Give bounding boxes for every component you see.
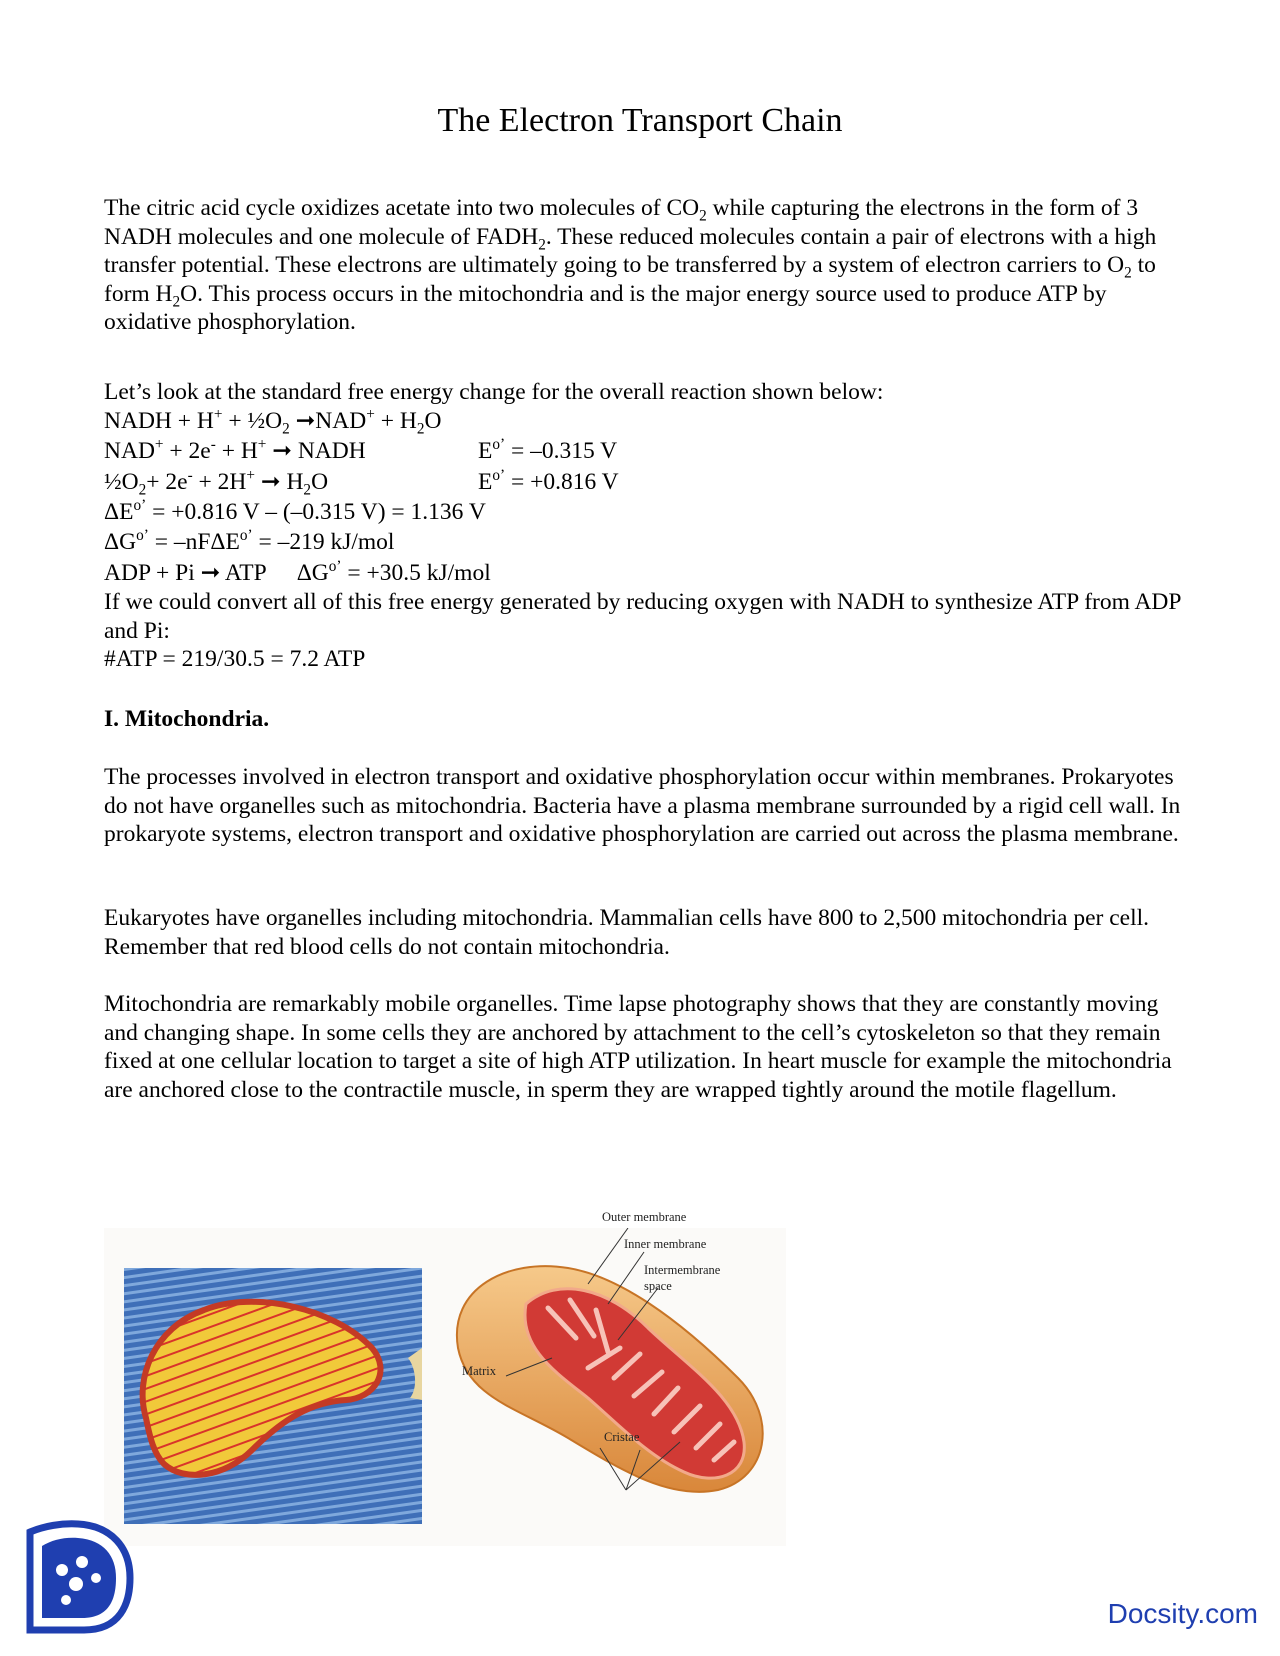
docsity-brand-link[interactable]: Docsity.com bbox=[1107, 1598, 1258, 1629]
label-space: space bbox=[644, 1279, 672, 1293]
oxygen-potential: $E^{o’} = +0.816$ V bbox=[478, 467, 619, 495]
delta-g-equation: $\Delta G^{o’} = -nF\Delta E^{o’} = -219$ kJ/mol bbox=[104, 527, 395, 555]
intro-paragraph: The citric acid cycle oxidizes acetate into two molecules of $CO_2$ while capturing the electrons in the form of 3 NADH molecules and one molecule of $FADH_2$. These reduced molecules contain a pair of electrons with a high transfer potential. These electrons are ultimately going to be transferred by a system of electron carriers to $O_2$ to form $H_2O$. This process occurs in the mitochondria and is the major energy source used to produce ATP by oxidative phosphorylation. bbox=[104, 195, 1157, 335]
free-energy-intro: Let’s look at the standard free energy change for the overall reaction shown below: bbox=[104, 379, 884, 405]
label-matrix: Matrix bbox=[462, 1364, 497, 1378]
convert-text: If we could convert all of this free energy generated by reducing oxygen with NADH to synthesize ATP from ADP and Pi: bbox=[104, 589, 1181, 644]
label-cristae: Cristae bbox=[604, 1430, 640, 1444]
delta-e-equation: $\Delta E^{o’} = +0.816$ V – (–0.315 V) = 1.136 V bbox=[104, 497, 486, 525]
nad-potential: $E^{o’} = -0.315$ V bbox=[478, 436, 618, 464]
atp-synthesis-equation: ADP + Pi ➞ ATP $\Delta G^{o’} = +30.5$ kJ/mol bbox=[104, 558, 491, 586]
page-title: The Electron Transport Chain bbox=[437, 102, 843, 139]
prokaryotes-paragraph: The processes involved in electron transport and oxidative phosphorylation occur within membranes. Prokaryotes do not have organelles such as mitochondria. Bacteria have a plasma membrane surrounded by a rigid cell wall. In prokaryote systems, electron transport and oxidative phosphorylation are carried out across the plasma membrane. bbox=[104, 764, 1181, 847]
nad-half-reaction: NAD+ + 2e- + H+ ➞ NADH bbox=[104, 436, 366, 464]
section-heading: I. Mitochondria. bbox=[104, 706, 270, 732]
label-outer-membrane: Outer membrane bbox=[602, 1210, 687, 1224]
overall-reaction: NADH + $H^+ + \frac{1}{2}O_2$ ➞NAD+ + $H_2O$ bbox=[104, 406, 442, 438]
label-intermembrane: Intermembrane bbox=[644, 1263, 721, 1277]
atp-calculation: #ATP = 219/30.5 = 7.2 ATP bbox=[104, 646, 366, 672]
docsity-logo-icon bbox=[22, 1512, 134, 1638]
mobile-paragraph: Mitochondria are remarkably mobile organelles. Time lapse photography shows that they are constantly moving and changing shape. In some cells they are anchored by attachment to the cell’s cytoskeleton so that they remain fixed at one cellular location to target a site of high ATP utilization. In heart muscle for example the mitochondria are anchored close to the contractile muscle, in sperm they are wrapped tightly around the motile flagellum. bbox=[104, 991, 1172, 1103]
mitochondrion-diagram bbox=[448, 1228, 788, 1528]
mitochondrion-micrograph bbox=[124, 1268, 422, 1524]
eukaryotes-paragraph: Eukaryotes have organelles including mitochondria. Mammalian cells have 800 to 2,500 mitochondria per cell. Remember that red blood cells do not contain mitochondria. bbox=[104, 905, 1150, 960]
label-inner-membrane: Inner membrane bbox=[624, 1237, 707, 1251]
oxygen-half-reaction: $\frac{1}{2}O_2+ 2e^- + 2H^+$ ➞ $H_2O$ bbox=[104, 467, 329, 499]
